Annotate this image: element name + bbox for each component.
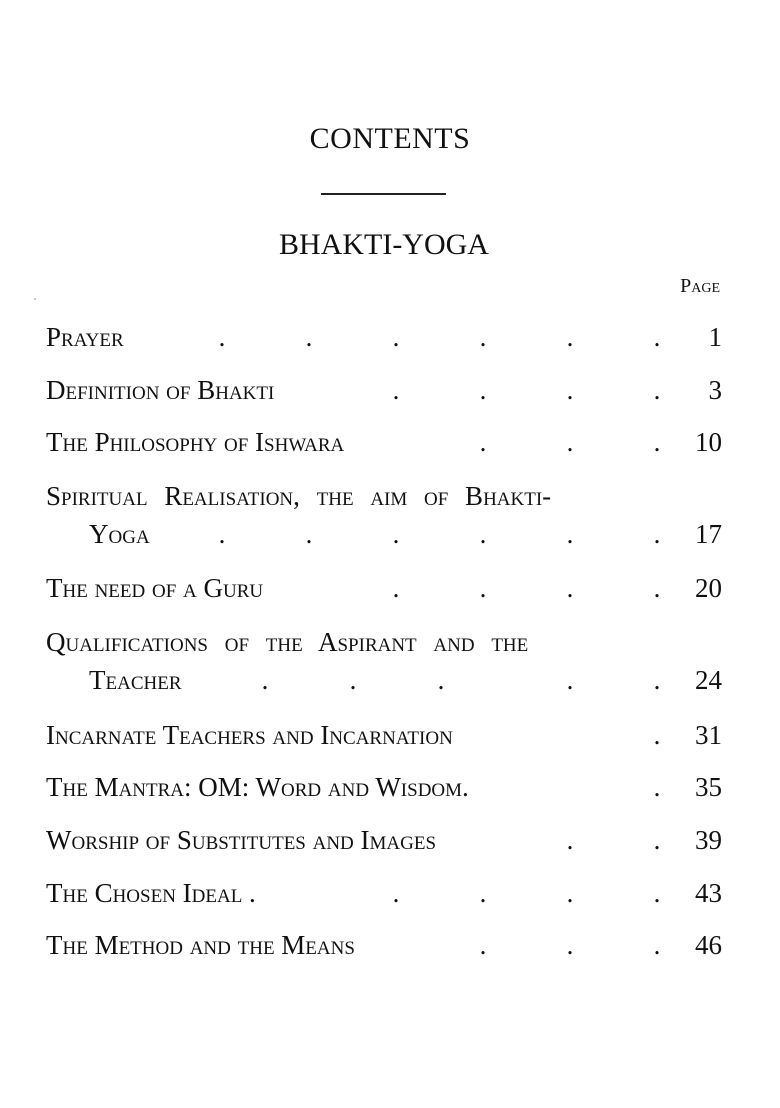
toc-entry-title-continued: Teacher (89, 665, 182, 695)
paper-speck (34, 298, 36, 300)
toc-entry-page: 39 (695, 825, 722, 855)
toc-entry-page: 24 (695, 665, 722, 695)
toc-entry-page: 10 (695, 427, 722, 457)
toc-entry-line1[interactable] (46, 481, 722, 515)
toc-entry-title: The Chosen Ideal . (46, 878, 256, 908)
toc-entry-page: 35 (695, 772, 722, 802)
leader-dot: . (392, 519, 400, 549)
leader-dot: . (566, 930, 574, 960)
leader-dot: . (653, 573, 661, 603)
toc-entry-title: The Philosophy of Ishwara (46, 427, 345, 457)
toc-entry[interactable] (46, 322, 722, 356)
toc-entry-title: The Method and the Means (46, 930, 355, 960)
leader-dot: . (653, 772, 661, 802)
toc-entry-page: 43 (695, 878, 722, 908)
leader-dot: . (653, 825, 661, 855)
leader-dot: . (566, 322, 574, 352)
leader-dot: . (566, 427, 574, 457)
leader-dot: . (349, 665, 357, 695)
toc-entry-page: 1 (708, 322, 722, 352)
toc-entry-line1[interactable] (46, 627, 722, 661)
leader-dot: . (392, 878, 400, 908)
toc-entry-title: Qualifications of the Aspirant and the (46, 627, 529, 657)
toc-entry-title: Spiritual Realisation, the aim of Bhakti- (46, 481, 552, 511)
leader-dot: . (653, 375, 661, 405)
leader-dot: . (261, 665, 269, 695)
leader-dot: . (566, 375, 574, 405)
leader-dot: . (479, 519, 487, 549)
leader-dot: . (566, 825, 574, 855)
toc-entry-title: Worship of Substitutes and Images (46, 825, 437, 855)
leader-dot: . (653, 878, 661, 908)
leader-dot: . (392, 573, 400, 603)
leader-dot: . (653, 427, 661, 457)
leader-dot: . (653, 665, 661, 695)
toc-entry-page: 20 (695, 573, 722, 603)
leader-dot: . (305, 519, 313, 549)
toc-entry-title: The need of a Guru (46, 573, 264, 603)
toc-entry-page: 17 (695, 519, 722, 549)
toc-entry[interactable] (46, 720, 722, 754)
toc-entry[interactable] (46, 825, 722, 859)
leader-dot: . (479, 930, 487, 960)
leader-dot: . (479, 322, 487, 352)
toc-entry[interactable] (46, 375, 722, 409)
leader-dot: . (566, 665, 574, 695)
leader-dot: . (218, 519, 226, 549)
toc-entry[interactable] (46, 573, 722, 607)
leader-dot: . (566, 519, 574, 549)
leader-dot: . (566, 573, 574, 603)
leader-dot: . (653, 519, 661, 549)
page-title: CONTENTS (309, 122, 471, 155)
toc-entry[interactable] (46, 427, 722, 461)
toc-entry-title: The Mantra: OM: Word and Wisdom. (46, 772, 469, 802)
toc-entry-line2[interactable] (46, 519, 722, 553)
leader-dot: . (305, 322, 313, 352)
toc-entry[interactable] (46, 878, 722, 912)
leader-dot: . (392, 375, 400, 405)
toc-entry[interactable] (46, 772, 722, 806)
toc-entry[interactable] (46, 930, 722, 964)
toc-entry-title: Incarnate Teachers and Incarnation (46, 720, 453, 750)
toc-entry-title: Prayer (46, 322, 124, 352)
leader-dot: . (479, 573, 487, 603)
leader-dot: . (653, 930, 661, 960)
page-column-label: Page (680, 275, 720, 297)
section-title: BHAKTI-YOGA (279, 228, 489, 261)
leader-dot: . (479, 427, 487, 457)
leader-dot: . (566, 878, 574, 908)
leader-dot: . (653, 720, 661, 750)
toc-entry-title-continued: Yoga (89, 519, 150, 549)
leader-dot: . (437, 665, 445, 695)
leader-dot: . (479, 878, 487, 908)
leader-dot: . (653, 322, 661, 352)
leader-dot: . (392, 322, 400, 352)
leader-dot: . (218, 322, 226, 352)
toc-entry-title: Definition of Bhakti (46, 375, 275, 405)
toc-entry-page: 31 (695, 720, 722, 750)
toc-entry-page: 46 (695, 930, 722, 960)
toc-entry-line2[interactable] (46, 665, 722, 699)
toc-entry-page: 3 (708, 375, 722, 405)
leader-dot: . (479, 375, 487, 405)
title-divider (321, 193, 446, 195)
